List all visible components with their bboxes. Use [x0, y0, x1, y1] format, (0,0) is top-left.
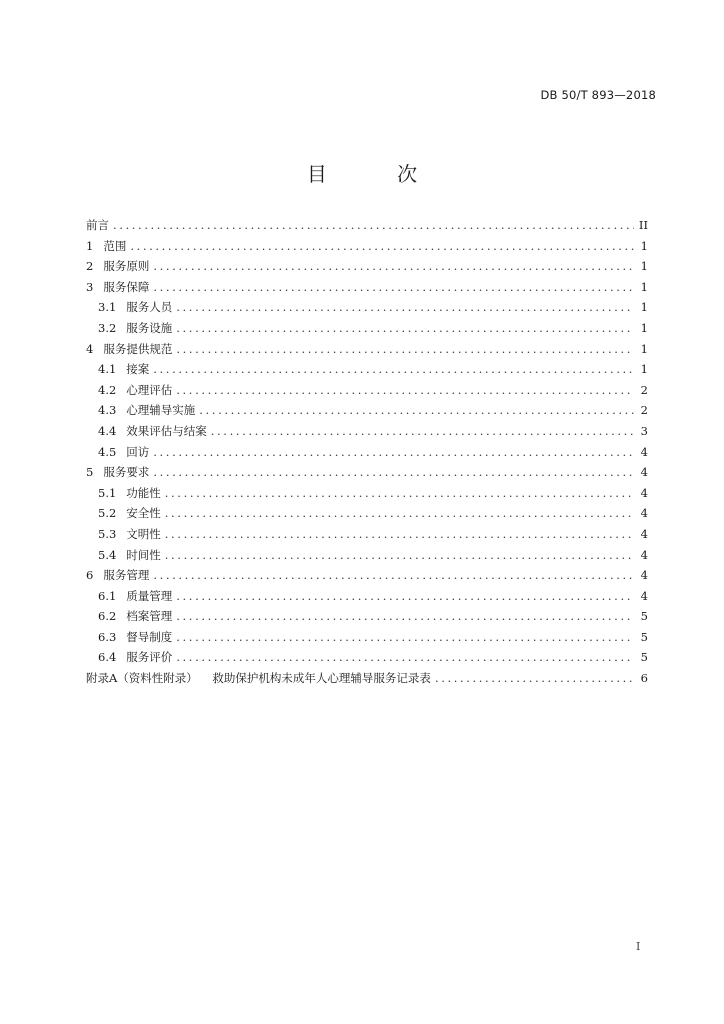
toc-entry-number: 4	[86, 341, 94, 356]
toc-entry-number: 6.1	[98, 588, 117, 603]
toc-entry-page: 1	[640, 279, 648, 294]
toc-leader-dots	[176, 339, 634, 360]
toc-leader-dots	[176, 647, 634, 668]
toc-leader-dots	[176, 606, 634, 627]
toc-leader-dots	[153, 359, 634, 380]
toc-entry-page: 1	[640, 362, 648, 377]
toc-entry-text: 时间性	[126, 547, 161, 562]
toc-entry-text: 范围	[103, 238, 127, 253]
toc-entry-page: 1	[640, 300, 648, 315]
toc-entry-number: 5.2	[98, 506, 117, 521]
toc-entry-text: 服务评价	[126, 650, 173, 665]
toc-entry[interactable]	[86, 606, 648, 627]
toc-entry-page: 1	[640, 341, 648, 356]
toc-entry-page: II	[638, 218, 648, 232]
toc-entry-page: 3	[640, 423, 648, 438]
toc-leader-dots	[153, 462, 634, 483]
toc-entry[interactable]	[86, 647, 648, 668]
toc-entry-text: 服务原则	[103, 259, 150, 274]
toc-entry-text: 回访	[126, 444, 150, 459]
toc-leader-dots	[153, 565, 634, 586]
toc-entry-text: 服务提供规范	[103, 341, 173, 356]
toc-entry-label	[98, 442, 149, 463]
toc-entry-page: 4	[640, 485, 648, 500]
toc-leader-dots	[176, 586, 634, 607]
toc-entry-page: 6	[640, 671, 648, 686]
toc-entry-text: 安全性	[126, 506, 161, 521]
toc-entry-number: 3.1	[98, 300, 117, 315]
toc-leader-dots	[130, 236, 634, 257]
toc-entry[interactable]	[86, 627, 648, 648]
toc-entry[interactable]	[86, 586, 648, 607]
toc-entry[interactable]	[86, 318, 648, 339]
toc-entry-text: 服务要求	[103, 465, 150, 480]
toc-leader-dots	[165, 503, 634, 524]
toc-leader-dots	[113, 215, 634, 236]
toc-entry-label	[98, 586, 172, 607]
toc-entry-text: 服务保障	[103, 279, 150, 294]
toc-entry-page: 4	[640, 465, 648, 480]
toc-entry-label	[98, 503, 161, 524]
toc-leader-dots	[176, 627, 634, 648]
toc-entry-label	[98, 400, 195, 421]
toc-entry-text: 质量管理	[126, 588, 173, 603]
page-title: 目 次	[306, 162, 450, 186]
toc-entry-text: 心理评估	[126, 382, 173, 397]
toc-leader-dots	[176, 318, 634, 339]
table-of-contents	[86, 215, 648, 689]
toc-entry-page: 2	[640, 382, 648, 397]
toc-entry-number: 4.1	[98, 362, 117, 377]
toc-leader-dots	[435, 668, 634, 689]
toc-entry-number: 2	[86, 259, 94, 274]
toc-entry[interactable]	[86, 524, 648, 545]
toc-entry-label	[86, 462, 149, 483]
toc-entry-number: 6	[86, 568, 94, 583]
toc-entry-label	[98, 483, 161, 504]
toc-leader-dots	[165, 483, 634, 504]
toc-entry-page: 1	[640, 320, 648, 335]
toc-entry-page: 4	[640, 526, 648, 541]
toc-leader-dots	[176, 380, 634, 401]
toc-entry-page: 4	[640, 506, 648, 521]
toc-entry[interactable]	[86, 277, 648, 298]
toc-leader-dots	[199, 400, 634, 421]
toc-entry[interactable]	[86, 256, 648, 277]
toc-leader-dots	[211, 421, 634, 442]
toc-entry[interactable]	[86, 215, 648, 236]
toc-leader-dots	[153, 277, 634, 298]
toc-entry-label	[98, 606, 172, 627]
toc-entry[interactable]	[86, 668, 648, 689]
toc-entry-text: 接案	[126, 362, 150, 377]
toc-entry-page: 5	[640, 609, 648, 624]
toc-entry-label	[98, 318, 172, 339]
toc-entry-text: 服务人员	[126, 300, 173, 315]
toc-entry[interactable]	[86, 380, 648, 401]
toc-entry-text: 服务管理	[103, 568, 150, 583]
toc-entry-label	[86, 236, 126, 257]
toc-entry-label	[86, 215, 109, 236]
toc-entry-number: 5.4	[98, 547, 117, 562]
toc-entry[interactable]	[86, 442, 648, 463]
toc-entry-number: 6.2	[98, 609, 117, 624]
toc-entry-text: 文明性	[126, 526, 161, 541]
toc-leader-dots	[165, 524, 634, 545]
toc-entry-page: 4	[640, 588, 648, 603]
toc-entry-label	[98, 297, 172, 318]
toc-entry-number: 5	[86, 465, 94, 480]
toc-leader-dots	[153, 442, 634, 463]
toc-entry-text: 心理辅导实施	[126, 403, 196, 418]
toc-entry-label	[98, 421, 207, 442]
toc-entry-label	[98, 380, 172, 401]
toc-entry-text: 督导制度	[126, 629, 173, 644]
toc-entry-number: 5.1	[98, 485, 117, 500]
toc-entry-number: 3.2	[98, 320, 117, 335]
toc-entry-page: 4	[640, 547, 648, 562]
toc-entry[interactable]	[86, 359, 648, 380]
toc-entry-label	[98, 359, 149, 380]
toc-entry[interactable]	[86, 421, 648, 442]
toc-entry-label	[86, 256, 149, 277]
toc-entry-label	[98, 627, 172, 648]
toc-entry-number: 6.3	[98, 629, 117, 644]
toc-entry-label	[98, 545, 161, 566]
page-number: I	[636, 940, 641, 953]
toc-entry-page: 4	[640, 444, 648, 459]
toc-entry-text: 附录A（资料性附录） 救助保护机构未成年人心理辅导服务记录表	[86, 671, 431, 686]
toc-entry-label	[98, 524, 161, 545]
toc-entry[interactable]	[86, 565, 648, 586]
toc-entry-page: 4	[640, 568, 648, 583]
toc-entry-number: 6.4	[98, 650, 117, 665]
toc-entry-number: 4.2	[98, 382, 117, 397]
toc-entry-number: 5.3	[98, 526, 117, 541]
toc-entry-number: 3	[86, 279, 94, 294]
toc-entry[interactable]	[86, 545, 648, 566]
toc-entry[interactable]	[86, 339, 648, 360]
toc-leader-dots	[153, 256, 634, 277]
toc-entry-number: 4.5	[98, 444, 117, 459]
toc-entry-text: 功能性	[126, 485, 161, 500]
toc-entry-label	[86, 668, 431, 689]
toc-entry-label	[86, 565, 149, 586]
toc-entry-label	[86, 339, 172, 360]
toc-entry-number: 4.3	[98, 403, 117, 418]
toc-entry[interactable]	[86, 236, 648, 257]
toc-entry-page: 5	[640, 629, 648, 644]
toc-entry[interactable]	[86, 462, 648, 483]
toc-entry[interactable]	[86, 297, 648, 318]
toc-entry[interactable]	[86, 503, 648, 524]
document-code: DB 50/T 893—2018	[540, 88, 656, 102]
toc-entry-page: 2	[640, 403, 648, 418]
toc-entry-text: 服务设施	[126, 320, 173, 335]
toc-entry-page: 1	[640, 259, 648, 274]
toc-entry-text: 档案管理	[126, 609, 173, 624]
toc-entry-page: 1	[640, 238, 648, 253]
toc-entry-text: 效果评估与结案	[126, 423, 207, 438]
toc-leader-dots	[176, 297, 634, 318]
toc-entry-text: 前言	[86, 218, 109, 232]
toc-entry-page: 5	[640, 650, 648, 665]
toc-entry-number: 4.4	[98, 423, 117, 438]
toc-leader-dots	[165, 545, 634, 566]
toc-entry-number: 1	[86, 238, 94, 253]
toc-entry[interactable]	[86, 400, 648, 421]
toc-entry[interactable]	[86, 483, 648, 504]
toc-entry-label	[86, 277, 149, 298]
toc-entry-label	[98, 647, 172, 668]
